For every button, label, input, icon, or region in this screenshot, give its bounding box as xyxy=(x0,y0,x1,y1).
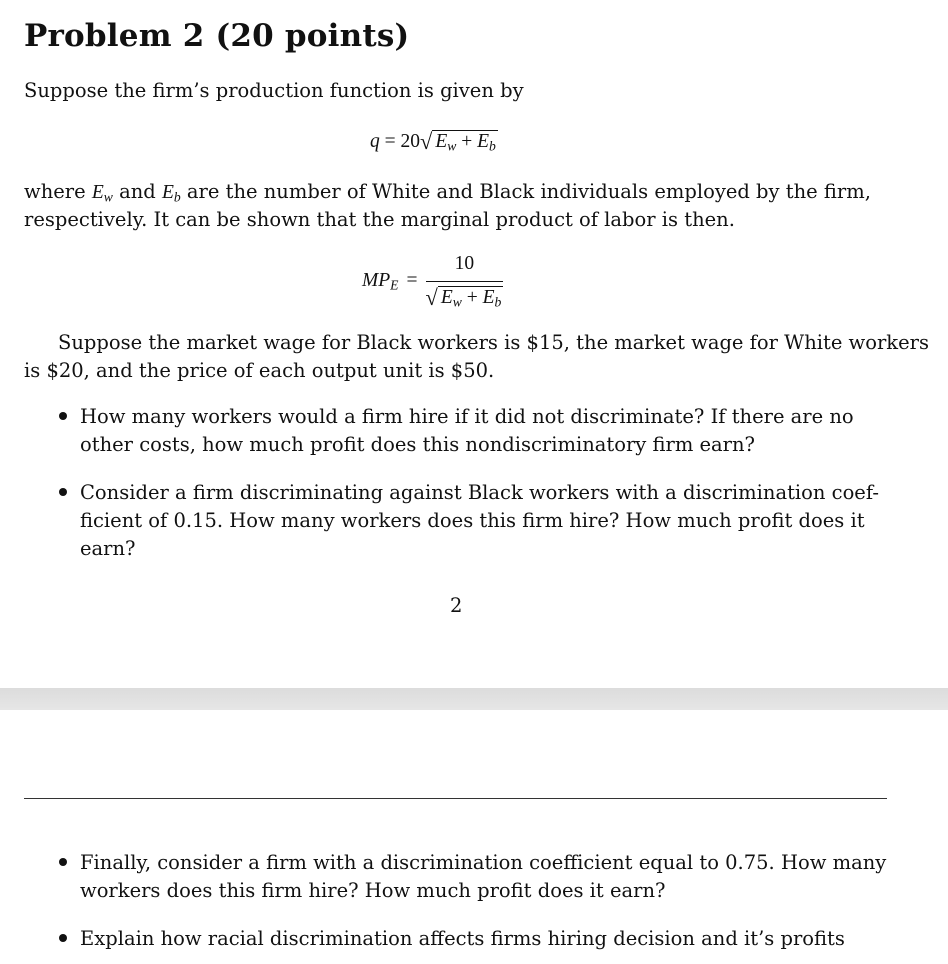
marginal-product-equation xyxy=(362,250,503,312)
where-var-ew: E xyxy=(91,182,104,203)
bullet-dot-4 xyxy=(59,934,67,942)
eq1-var-eb: E xyxy=(477,131,490,152)
bullet-3-line-2: workers does this firm hire? How much profit does it earn? xyxy=(80,879,666,902)
where-post: are the number of White and Black individuals employed by the firm, xyxy=(180,180,871,203)
eq1-lhs: q xyxy=(370,131,380,152)
eq1-var-ew: E xyxy=(435,131,448,152)
horizontal-rule xyxy=(24,798,887,799)
bullet-3-line-1: Finally, consider a firm with a discrimination coefficient equal to 0.75. How many xyxy=(80,851,887,874)
where-sub-b: b xyxy=(173,189,181,205)
eq1-plus: + xyxy=(461,131,473,152)
eq2-denominator: √ $E_w + E_b$ xyxy=(425,285,502,310)
eq2-equals: = xyxy=(406,270,418,291)
eq2-numerator: 10 xyxy=(454,253,475,274)
where-line-1 xyxy=(24,178,871,207)
production-function-equation xyxy=(370,128,498,156)
bullet-2-line-2: ficient of 0.15. How many workers does this firm hire? How much profit does it xyxy=(80,509,865,532)
eq2-sub-b: b xyxy=(494,294,502,310)
bullet-2-line-3: earn? xyxy=(80,537,136,560)
where-pre: where xyxy=(24,180,92,203)
eq2-sub-w: w xyxy=(452,294,462,310)
where-mid: and xyxy=(112,180,162,203)
page-number: 2 xyxy=(450,594,463,617)
market-line-2: is $20, and the price of each output unit is $50. xyxy=(24,359,495,382)
eq2-var-ew: E xyxy=(440,287,453,308)
where-sub-w: w xyxy=(103,189,113,205)
where-line-2: respectively. It can be shown that the marginal product of labor is then. xyxy=(24,208,735,231)
eq1-equals: = xyxy=(384,131,396,152)
eq2-lhs: MP xyxy=(362,270,391,291)
problem-heading: Problem 2 (20 points) xyxy=(24,18,410,54)
eq1-coef: 20 xyxy=(400,131,420,152)
bullet-dot-3 xyxy=(59,858,67,866)
eq1-sub-w: w xyxy=(447,138,457,154)
bullet-1-line-2: other costs, how much profit does this nondiscriminatory firm earn? xyxy=(80,433,756,456)
eq2-var-eb: E xyxy=(482,287,495,308)
intro-text: Suppose the firm’s production function is given by xyxy=(24,79,524,102)
where-var-eb: E xyxy=(161,182,174,203)
page-separator xyxy=(0,688,948,710)
eq1-sub-b: b xyxy=(489,138,496,154)
market-line-1: Suppose the market wage for Black workers is $15, the market wage for White workers xyxy=(58,331,929,354)
bullet-4-line-1: Explain how racial discrimination affects firms hiring decision and it’s profits xyxy=(80,927,845,950)
eq2-fraction xyxy=(426,250,504,312)
eq1-sqrt: √ $E_w + E_b$ xyxy=(420,129,496,154)
eq2-lhs-sub: E xyxy=(390,277,399,293)
bullet-1-line-1: How many workers would a firm hire if it did not discriminate? If there are no xyxy=(80,405,854,428)
bullet-dot-2 xyxy=(59,488,67,496)
bullet-2-line-1: Consider a firm discriminating against Black workers with a discrimination coef- xyxy=(80,481,879,504)
eq2-plus: + xyxy=(466,287,478,308)
bullet-dot-1 xyxy=(59,412,67,420)
